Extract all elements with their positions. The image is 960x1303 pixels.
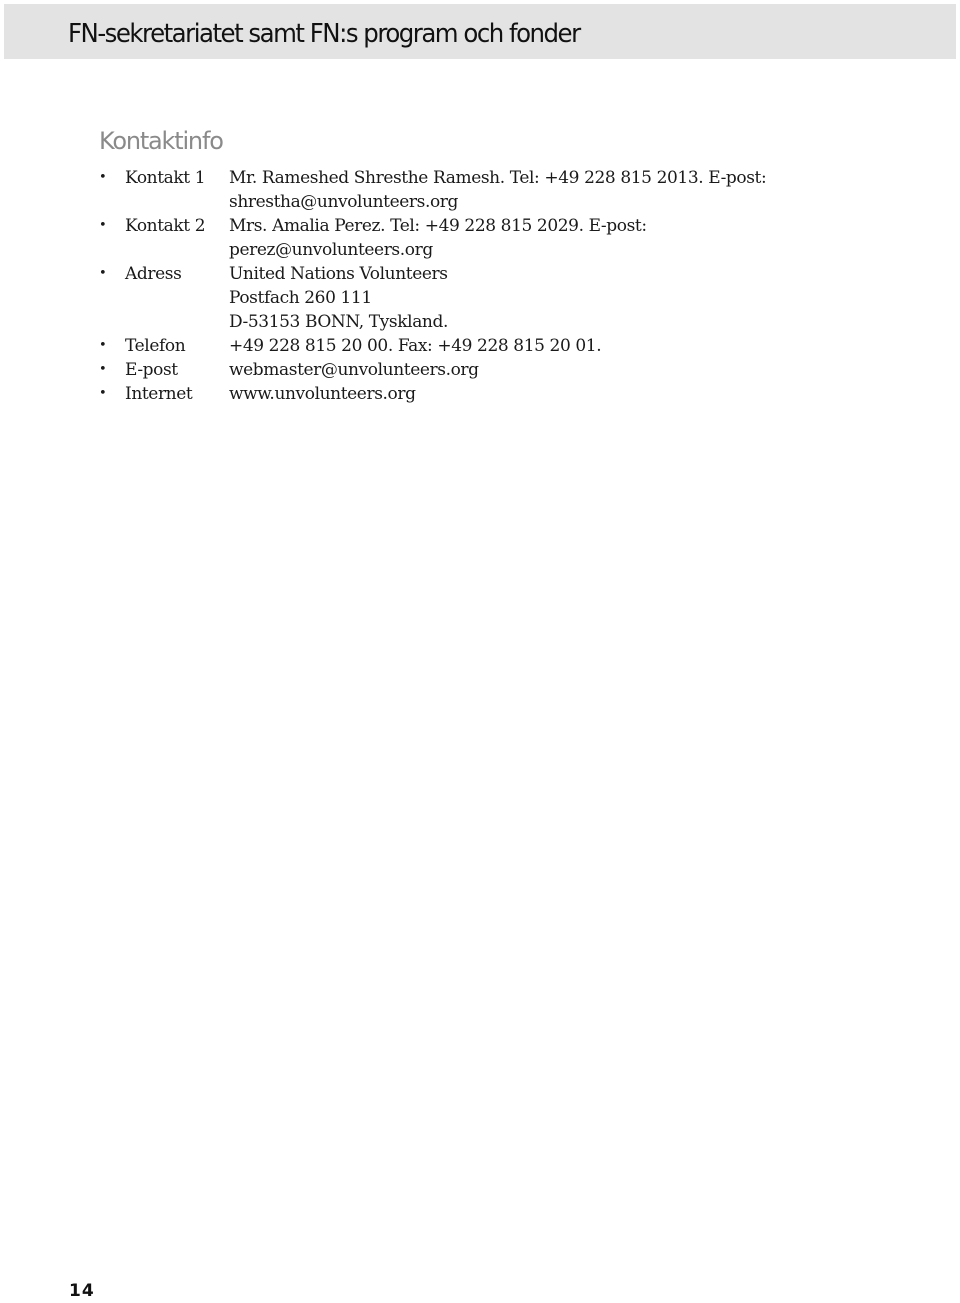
address-line: United Nations Volunteers	[229, 264, 448, 284]
contact-label: Internet	[125, 384, 193, 404]
contact-label: Adress	[125, 264, 182, 284]
website-link[interactable]: www.unvolunteers.org	[229, 384, 416, 404]
contact-row-adress	[99, 262, 859, 334]
phone-value	[229, 334, 859, 358]
contact-row-e-post	[99, 358, 859, 382]
contact-list	[99, 166, 859, 406]
bullet-icon: •	[99, 218, 107, 233]
contact-row-kontakt-2	[99, 214, 859, 262]
address-value	[229, 262, 859, 334]
contact-label: Kontakt 1	[125, 168, 206, 188]
contact-label: E-post	[125, 360, 178, 380]
bullet-icon: •	[99, 362, 107, 377]
bullet-icon: •	[99, 170, 107, 185]
contact-row-telefon	[99, 334, 859, 358]
address-line: Postfach 260 111	[229, 288, 372, 308]
contact-email[interactable]: shrestha@unvolunteers.org	[229, 192, 459, 212]
contact-value-line: Mrs. Amalia Perez. Tel: +49 228 815 2029. E-post:	[229, 216, 647, 236]
email-link[interactable]: webmaster@unvolunteers.org	[229, 360, 479, 380]
contact-label: Telefon	[125, 336, 186, 356]
bullet-icon: •	[99, 386, 107, 401]
header-band	[4, 4, 956, 59]
contact-email[interactable]: perez@unvolunteers.org	[229, 240, 433, 260]
contact-value	[229, 214, 859, 262]
phone-line: +49 228 815 20 00. Fax: +49 228 815 20 01.	[229, 336, 602, 356]
contact-value	[229, 166, 859, 214]
page-title: FN-sekretariatet samt FN:s program och fonder	[68, 19, 580, 49]
bullet-icon: •	[99, 266, 107, 281]
bullet-icon: •	[99, 338, 107, 353]
address-line: D-53153 BONN, Tyskland.	[229, 312, 448, 332]
email-value	[229, 358, 859, 382]
contact-label: Kontakt 2	[125, 216, 206, 236]
contact-value-line: Mr. Rameshed Shresthe Ramesh. Tel: +49 228 815 2013. E-post:	[229, 168, 767, 188]
contact-row-internet	[99, 382, 859, 406]
website-value	[229, 382, 859, 406]
section-heading: Kontaktinfo	[99, 127, 223, 155]
contact-row-kontakt-1	[99, 166, 859, 214]
page-number: 14	[69, 1281, 95, 1301]
